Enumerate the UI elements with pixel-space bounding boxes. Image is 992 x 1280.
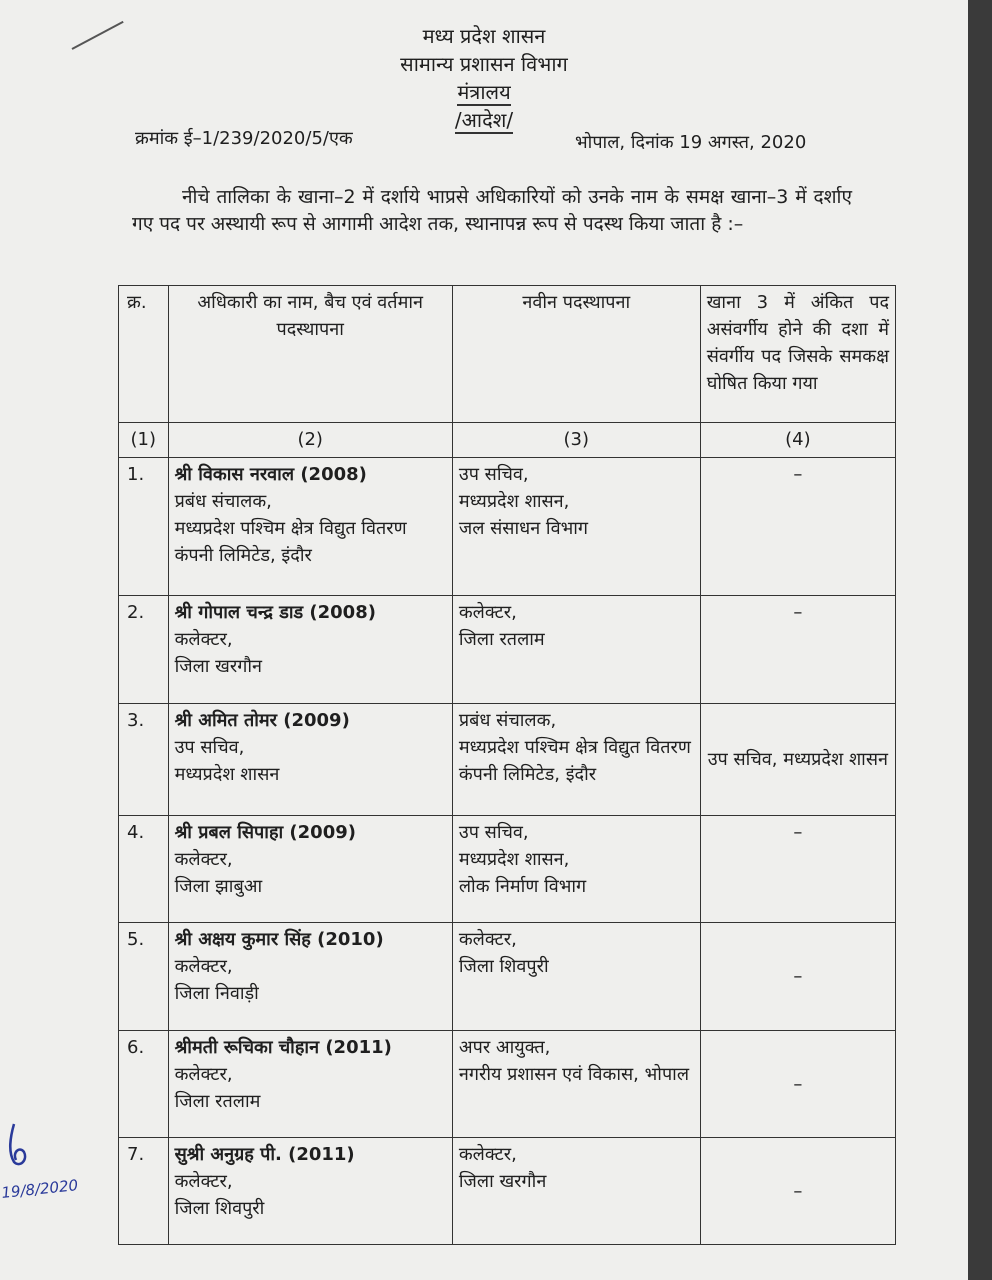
sno-cell: 6. [119,1031,169,1138]
current-post: प्रबंध संचालक, [174,491,272,512]
new-post-line: मध्यप्रदेश शासन, [458,491,570,512]
posting-table [118,285,896,1245]
order-title: /आदेश/ [454,108,514,132]
new-post-line: नगरीय प्रशासन एवं विकास, भोपाल [458,1064,690,1085]
sno-cell: 4. [119,816,169,923]
new-post-line: कलेक्टर, [458,929,517,950]
sno-cell: 5. [119,923,169,1031]
equiv-cell [700,816,895,923]
officer-cell [168,704,452,816]
new-posting-cell [452,816,700,923]
intro-paragraph: नीचे तालिका के खाना–2 में दर्शाये भाप्रसे अधिकारियों को उनके नाम के समक्ष खाना–3 में दर्शाए गए पद पर अस्थायी रूप से आगामी आदेश तक, स्थानापन्न रूप से पदस्थ किया जाता है :– [132,186,852,235]
sno-cell: 3. [119,704,169,816]
officer-name: सुश्री अनुग्रह पी. (2011) [174,1144,355,1165]
handwritten-date: 19/8/2020 [0,1176,79,1202]
officer-name: श्री अमित तोमर (2009) [174,710,350,731]
equiv-value: – [793,602,803,623]
officer-name: श्रीमती रूचिका चौहान (2011) [174,1037,392,1058]
new-posting-cell [452,596,700,704]
new-posting-cell [452,1031,700,1138]
current-post: जिला शिवपुरी [174,1198,265,1219]
department-name: सामान्य प्रशासन विभाग [400,52,568,76]
table-row [119,816,896,923]
current-post: मध्यप्रदेश पश्चिम क्षेत्र विद्युत वितरण कंपनी लिमिटेड, इंदौर [174,518,407,566]
new-post-line: मध्यप्रदेश पश्चिम क्षेत्र विद्युत वितरण कंपनी लिमिटेड, इंदौर [458,737,691,785]
header-officer: अधिकारी का नाम, बैच एवं वर्तमान पदस्थापना [168,286,452,423]
new-posting-cell [452,458,700,596]
equiv-value: – [793,822,803,843]
new-posting-cell [452,1138,700,1245]
header-new-posting: नवीन पदस्थापना [452,286,700,423]
sno-cell: 7. [119,1138,169,1245]
order-date: भोपाल, दिनांक 19 अगस्त, 2020 [575,132,807,153]
new-post-line: उप सचिव, [458,464,529,485]
new-post-line: कलेक्टर, [458,602,517,623]
officer-cell [168,816,452,923]
current-post: कलेक्टर, [174,629,233,650]
new-post-line: मध्यप्रदेश शासन, [458,849,570,870]
new-post-line: प्रबंध संचालक, [458,710,557,731]
officer-cell [168,923,452,1031]
current-post: कलेक्टर, [174,849,233,870]
equiv-cell [700,596,895,704]
current-post: कलेक्टर, [174,1171,233,1192]
current-post: उप सचिव, [174,737,245,758]
col-number: (4) [700,423,895,458]
officer-name: श्री विकास नरवाल (2008) [174,464,367,485]
column-number-row [119,423,896,458]
table-header-row [119,286,896,423]
equiv-value: – [793,464,803,485]
govt-name: मध्य प्रदेश शासन [422,24,546,48]
reference-number: क्रमांक ई–1/239/2020/5/एक [135,128,353,149]
header-equivalent: खाना 3 में अंकित पद असंवर्गीय होने की दशा में संवर्गीय पद जिसके समकक्ष घोषित किया गया [700,286,895,423]
letterhead [0,22,968,134]
current-post: जिला निवाड़ी [174,983,259,1004]
table-row [119,458,896,596]
sno-cell: 2. [119,596,169,704]
current-post: जिला खरगौन [174,656,263,677]
officer-name: श्री गोपाल चन्द्र डाड (2008) [174,602,376,623]
col-number: (1) [119,423,169,458]
current-post: जिला झाबुआ [174,876,263,897]
sno-cell: 1. [119,458,169,596]
col-number: (3) [452,423,700,458]
new-post-line: अपर आयुक्त, [458,1037,551,1058]
new-post-line: जल संसाधन विभाग [458,518,589,539]
new-post-line: जिला खरगौन [458,1171,547,1192]
new-post-line: उप सचिव, [458,822,529,843]
officer-cell [168,1138,452,1245]
table-row [119,1138,896,1245]
equiv-cell: उप सचिव, मध्यप्रदेश शासन [700,704,895,816]
officer-cell [168,1031,452,1138]
table-row [119,923,896,1031]
header-sno: क्र. [119,286,169,423]
table-row [119,1031,896,1138]
equiv-cell: – [700,1138,895,1245]
current-post: कलेक्टर, [174,1064,233,1085]
new-posting-cell [452,923,700,1031]
table-row [119,704,896,816]
current-post: कलेक्टर, [174,956,233,977]
new-post-line: जिला शिवपुरी [458,956,549,977]
new-post-line: कलेक्टर, [458,1144,517,1165]
officer-cell [168,596,452,704]
equiv-cell: – [700,923,895,1031]
officer-name: श्री अक्षय कुमार सिंह (2010) [174,929,384,950]
ministry-label: मंत्रालय [457,80,511,104]
table-row [119,596,896,704]
col-number: (2) [168,423,452,458]
current-post: मध्यप्रदेश शासन [174,764,280,785]
new-post-line: जिला रतलाम [458,629,545,650]
handwritten-initials [0,1118,110,1208]
equiv-cell: – [700,1031,895,1138]
officer-name: श्री प्रबल सिपाहा (2009) [174,822,356,843]
new-post-line: लोक निर्माण विभाग [458,876,587,897]
officer-cell [168,458,452,596]
new-posting-cell [452,704,700,816]
equiv-cell [700,458,895,596]
current-post: जिला रतलाम [174,1091,261,1112]
